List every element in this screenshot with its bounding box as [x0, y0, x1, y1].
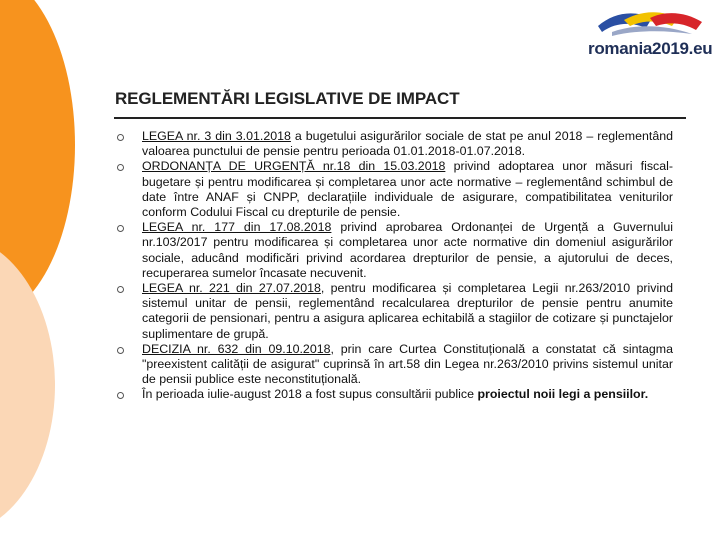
consultation-text: În perioada iulie-august 2018 a fost supus consultării publice [142, 387, 478, 402]
list-item [115, 342, 673, 388]
logo-wordmark: romania2019.eu [588, 39, 713, 58]
list-item [115, 220, 673, 281]
page-title: REGLEMENTĂRI LEGISLATIVE DE IMPACT [115, 89, 460, 108]
bullet-icon [117, 392, 124, 399]
regulation-description: privind adoptarea unor măsuri fiscal-bugetare și pentru modificarea și completarea unor acte normative – reglementând schimbul de date între ANAF și CNPP, declarațiile individuale de asigurare, compatibilitatea veniturilor conform Codului Fiscal cu drepturile de pensie. [142, 159, 674, 220]
title-divider [114, 117, 686, 119]
bullet-icon [117, 286, 124, 293]
list-item [115, 159, 673, 220]
flag-swoosh-icon [594, 6, 708, 40]
regulation-link[interactable]: ORDONANȚA DE URGENȚĂ nr.18 din 15.03.2018 [142, 159, 446, 174]
regulation-link[interactable]: LEGEA nr. 221 din 27.07.2018 [142, 281, 321, 296]
list-item [115, 281, 673, 342]
bullet-icon [117, 347, 124, 354]
regulation-description: a bugetului asigurărilor sociale de stat pe anul 2018 – reglementând valoarea punctului de pensie pentru perioada 01.01.2018-01.07.2018. [142, 129, 674, 159]
regulation-description: , prin care Curtea Constituțională a constatat că sintagma "preexistent calității de asigurat" cuprinsă în art.58 din Legea nr.263/2010 privins sistemul unitar de pensii publice este neconstituțională. [142, 341, 673, 387]
bullet-icon [117, 134, 124, 141]
regulation-link[interactable]: DECIZIA nr. 632 din 09.10.2018 [142, 341, 331, 356]
bullet-icon [117, 225, 124, 232]
regulation-link[interactable]: LEGEA nr. 177 din 17.08.2018 [142, 220, 332, 235]
regulation-description: privind aprobarea Ordonanței de Urgență a Guvernului nr.103/2017 pentru modificarea și completarea unor acte normative din domeniul asigurărilor sociale, aducând modificări privind acordarea drepturilor de pensie, a ajutorului de deces, recuperarea sumelor încasate necuvenit. [142, 220, 674, 280]
pension-law-project: proiectul noii legi a pensiilor. [477, 387, 649, 402]
romania2019-logo [588, 6, 714, 66]
regulation-description: , pentru modificarea și completarea Legii nr.263/2010 privind sistemul unitar de pensii, reglementând recalcularea drepturilor de pensie pentru anumite categorii de pensionari, pentru a asigura aplicarea echitabilă a stagiilor de cotizare și punctajelor suplimentare de grupă. [142, 281, 673, 341]
list-item [115, 387, 673, 402]
bullet-icon [117, 164, 124, 171]
regulation-link[interactable]: LEGEA nr. 3 din 3.01.2018 [142, 129, 291, 143]
list-item [115, 129, 673, 159]
regulation-list [115, 129, 673, 403]
